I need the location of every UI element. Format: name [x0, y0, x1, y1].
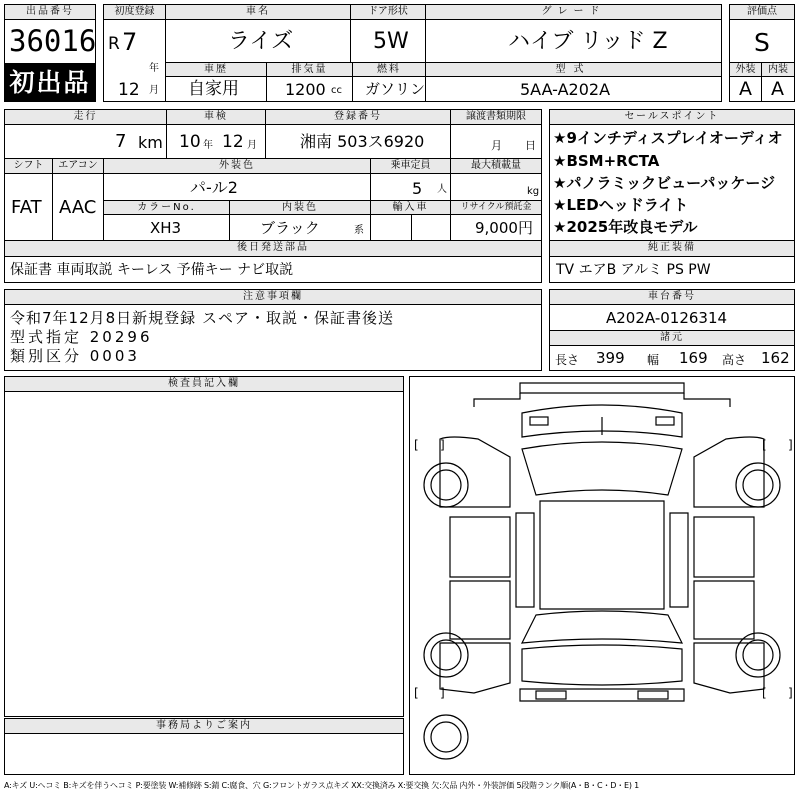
sales-points-label: セールスポイント [549, 109, 795, 125]
car-name-label: 車名 [165, 4, 351, 20]
inspection-month: 12 [222, 132, 244, 152]
shift-label: シフト [4, 158, 53, 174]
registration-year: 7 [122, 28, 138, 56]
first-registration-cell [103, 19, 166, 102]
ext-color-label: 外装色 [103, 158, 371, 174]
int-color-cell [229, 214, 371, 241]
recycle-fee: 9,000円 [475, 219, 533, 237]
history-label: 車歴 [165, 62, 267, 77]
exterior-score: A [739, 78, 752, 100]
car-name: ライズ [228, 29, 294, 54]
history-cell [165, 76, 267, 102]
width-label: 幅 [647, 353, 660, 367]
color-no-label: カラーNo. [103, 200, 230, 215]
later-parts: 保証書 車両取説 キーレス 予備キー ナビ取説 [10, 262, 294, 278]
shift-cell [4, 173, 53, 241]
model-cell [425, 76, 722, 102]
registration-year-unit: 年 [149, 63, 159, 74]
bracket-rl-close: ] [440, 686, 445, 700]
rating-label: 評価点 [729, 4, 795, 20]
inspection-label: 車検 [166, 109, 266, 125]
shift-type: FAT [11, 197, 42, 218]
int-color-suffix: 系 [354, 225, 364, 236]
load-label: 最大積載量 [450, 158, 542, 174]
height-value: 162 [761, 349, 790, 367]
load-cell [450, 173, 542, 201]
capacity: 5 [412, 179, 423, 198]
mileage-label: 走行 [4, 109, 167, 125]
grade: ハイブ リッド Z [508, 29, 668, 54]
import-label: 輸入車 [370, 200, 451, 215]
front-fender-right [694, 437, 764, 507]
ac-type: AAC [59, 197, 97, 218]
rear-fender-right [694, 643, 764, 693]
capacity-label: 乗車定員 [370, 158, 451, 174]
length-label: 長さ [555, 353, 580, 367]
bracket-rl-open: [ [414, 686, 419, 700]
color-no-cell [103, 214, 230, 241]
inspection-cell [166, 124, 266, 159]
transfer-deadline-label: 譲渡書類期限 [450, 109, 542, 125]
note-line-1: 令和7年12月8日新規登録 スペア・取説・保証書後送 [10, 309, 394, 327]
recycle-label: リサイクル預託金 [450, 200, 542, 215]
model-label: 型式 [425, 62, 722, 77]
door-type-label: ドア形状 [350, 4, 426, 20]
sales-point-2: ★BSM+RCTA [553, 152, 660, 170]
first-registration-label: 初度登録 [103, 4, 166, 20]
note-line-2: 型式指定 20296 [10, 328, 153, 346]
displacement-unit: cc [331, 85, 342, 96]
interior-score: A [771, 78, 784, 100]
car-diagram [410, 377, 794, 774]
transfer-deadline-cell [450, 124, 542, 159]
notes-box [4, 304, 542, 371]
recycle-cell [450, 214, 542, 241]
equipment-cell [549, 256, 795, 283]
sales-point-4: ★LEDヘッドライト [553, 196, 689, 214]
displacement: 1200 [285, 80, 326, 99]
door-type: 5W [373, 29, 409, 54]
headlight-right [656, 417, 674, 425]
bracket-fr-open: [ [762, 438, 767, 452]
sales-point-3: ★パノラミックビューパッケージ [553, 174, 776, 192]
ac-label: エアコン [52, 158, 104, 174]
era-letter: R [108, 34, 120, 54]
rear-glass [522, 611, 682, 643]
chassis-label: 車台番号 [549, 289, 795, 305]
equipment-label: 純正装備 [549, 240, 795, 257]
bracket-rr-close: ] [788, 686, 793, 700]
ac-cell [52, 173, 104, 241]
equipment: TV エアB アルミ PS PW [556, 262, 711, 278]
dims-label: 諸元 [549, 330, 795, 346]
fuel-label: 燃料 [352, 62, 426, 77]
inspection-month-unit: 月 [247, 140, 257, 151]
rating-cell [729, 19, 795, 63]
height-label: 高さ [722, 353, 747, 367]
grade-label: グレード [425, 4, 722, 20]
inspection-year: 10 [179, 132, 201, 152]
exterior-label: 外装 [729, 62, 762, 77]
roof [540, 501, 664, 609]
car-name-cell [165, 19, 351, 63]
vehicle-history: 自家用 [188, 79, 239, 99]
rating: S [754, 28, 770, 57]
mileage-cell [4, 124, 167, 159]
load-unit: kg [527, 186, 540, 197]
car-diagram-frame [409, 376, 795, 775]
ext-color: パ-ル2 [190, 178, 238, 197]
inspection-year-unit: 年 [203, 140, 213, 151]
bracket-fl-open: [ [414, 438, 419, 452]
windshield [522, 442, 682, 495]
capacity-unit: 人 [437, 184, 447, 195]
later-parts-cell [4, 256, 542, 283]
front-fender-left [440, 437, 510, 507]
tailgate [522, 645, 682, 685]
ext-color-cell [103, 173, 371, 201]
displacement-label: 排気量 [266, 62, 353, 77]
plate-number: 湘南 503ス6920 [300, 132, 425, 151]
int-color-label: 内装色 [229, 200, 371, 215]
width-value: 169 [679, 349, 708, 367]
sales-point-1: ★9インチディスプレイオーディオ [553, 129, 783, 147]
rear-fender-left [440, 643, 510, 693]
dims-cell [549, 345, 795, 371]
displacement-cell [266, 76, 353, 102]
import-cell-2 [411, 214, 451, 241]
mileage-unit: km [138, 133, 163, 152]
sales-point-5: ★2025年改良モデル [553, 218, 698, 236]
rear-door-left [450, 581, 510, 639]
int-color: ブラック [260, 219, 320, 237]
inspector-box [4, 391, 404, 717]
front-bumper [520, 383, 684, 393]
interior-score-cell [761, 76, 795, 102]
model-code: 5AA-A202A [520, 80, 611, 99]
grade-cell [425, 19, 722, 63]
fuel-cell [352, 76, 426, 102]
fuel: ガソリン [365, 80, 426, 98]
transfer-day-unit: 日 [525, 139, 536, 152]
length-value: 399 [596, 349, 625, 367]
registration-month-unit: 月 [149, 85, 159, 96]
note-line-3: 類別区分 0003 [10, 347, 140, 365]
interior-label: 内装 [761, 62, 795, 77]
front-door-right [694, 517, 754, 577]
inspector-label: 検査員記入欄 [4, 376, 404, 392]
chassis-cell [549, 304, 795, 331]
bracket-rr-open: [ [762, 686, 767, 700]
lot-number-cell [4, 19, 96, 64]
door-type-cell [350, 19, 426, 63]
lot-number: 36016 [9, 24, 97, 58]
registration-month: 12 [118, 80, 140, 100]
rear-door-right [694, 581, 754, 639]
front-door-left [450, 517, 510, 577]
mileage: 7 [115, 131, 127, 152]
office-box [4, 733, 404, 775]
lot-number-label: 出品番号 [4, 4, 96, 20]
exterior-score-cell [729, 76, 762, 102]
chassis-number: A202A-0126314 [606, 309, 728, 327]
plate-cell [265, 124, 451, 159]
later-parts-label: 後日発送部品 [4, 240, 542, 257]
color-no: XH3 [150, 219, 182, 237]
headlight-left [530, 417, 548, 425]
import-cell [370, 214, 412, 241]
first-listing-badge: 初出品 [4, 64, 96, 102]
office-label: 事務局よりご案内 [4, 718, 404, 734]
bracket-fr-close: ] [788, 438, 793, 452]
license-plate [536, 691, 566, 699]
notes-label: 注意事項欄 [4, 289, 542, 305]
sales-points-box [549, 124, 795, 241]
capacity-cell [370, 173, 451, 201]
damage-legend: A:キズ U:ヘコミ B:キズを伴うヘコミ P:要塗装 W:補修跡 S:錆 C:腐食、穴 G:フロントガラス点キズ XX:交換済み X:要交換 欠:欠品 内外・外装評価 5段階ランク順(A・B・C・D・E) 1 [4, 781, 640, 790]
transfer-month-unit: 月 [491, 139, 502, 152]
plate-label: 登録番号 [265, 109, 451, 125]
bracket-fl-close: ] [440, 438, 445, 452]
